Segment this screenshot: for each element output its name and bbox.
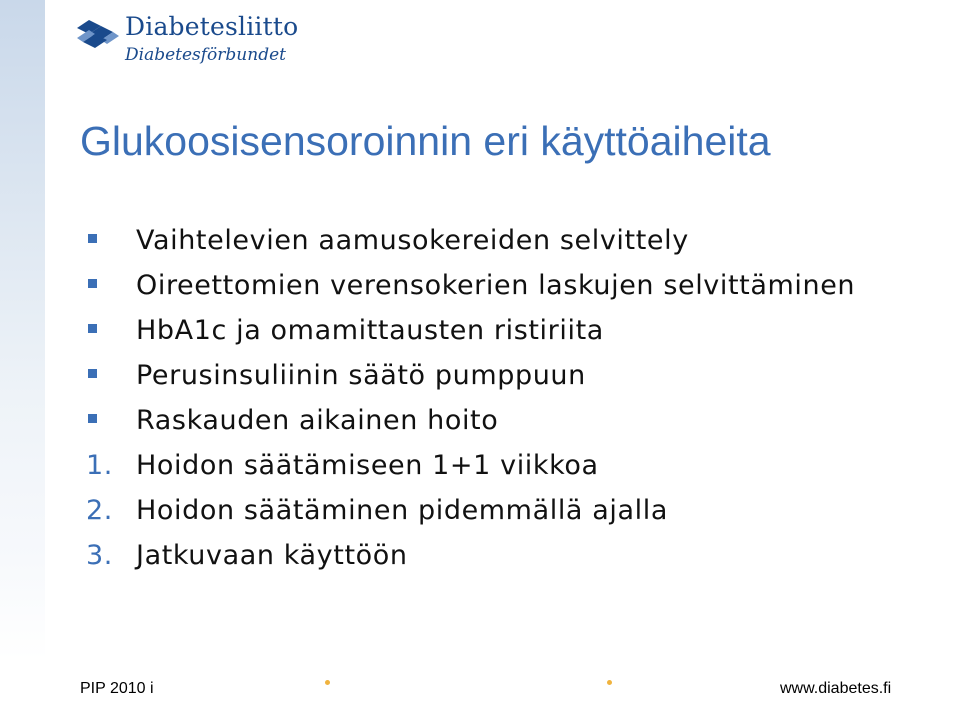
logo-subname: Diabetesförbundet xyxy=(125,45,286,65)
decorative-dot xyxy=(325,680,330,685)
numbered-item xyxy=(86,492,906,529)
decorative-dot xyxy=(607,680,612,685)
square-bullet-icon xyxy=(88,369,97,378)
list-item-text: Raskauden aikainen hoito xyxy=(136,405,499,436)
footer-left-text: PIP 2010 i xyxy=(80,680,154,697)
left-gradient-band xyxy=(0,0,45,660)
slide-title: Glukoosisensoroinnin eri käyttöaiheita xyxy=(80,118,771,164)
content-list xyxy=(86,222,906,574)
numbered-item-text: Hoidon säätämiseen 1+1 viikkoa xyxy=(136,450,599,481)
logo-name: Diabetesliitto xyxy=(125,12,299,41)
list-item xyxy=(86,312,906,349)
logo xyxy=(75,12,315,72)
square-bullet-icon xyxy=(88,279,97,288)
number-marker: 3. xyxy=(86,540,113,571)
numbered-item xyxy=(86,447,906,484)
list-item xyxy=(86,357,906,394)
numbered-item xyxy=(86,537,906,574)
list-item-text: HbA1c ja omamittausten ristiriita xyxy=(136,315,604,346)
list-item xyxy=(86,267,906,304)
square-bullet-icon xyxy=(88,234,97,243)
square-bullet-icon xyxy=(88,324,97,333)
footer-url: www.diabetes.fi xyxy=(780,680,892,697)
list-item-text: Oireettomien verensokerien laskujen selvittäminen xyxy=(136,270,856,301)
numbered-item-text: Hoidon säätäminen pidemmällä ajalla xyxy=(136,495,668,526)
numbered-item-text: Jatkuvaan käyttöön xyxy=(136,540,408,571)
list-item-text: Perusinsuliinin säätö pumppuun xyxy=(136,360,586,391)
list-item xyxy=(86,222,906,259)
number-marker: 1. xyxy=(86,450,113,481)
list-item-text: Vaihtelevien aamusokereiden selvittely xyxy=(136,225,689,256)
list-item xyxy=(86,402,906,439)
number-marker: 2. xyxy=(86,495,113,526)
logo-mark-icon xyxy=(75,16,121,52)
square-bullet-icon xyxy=(88,414,97,423)
